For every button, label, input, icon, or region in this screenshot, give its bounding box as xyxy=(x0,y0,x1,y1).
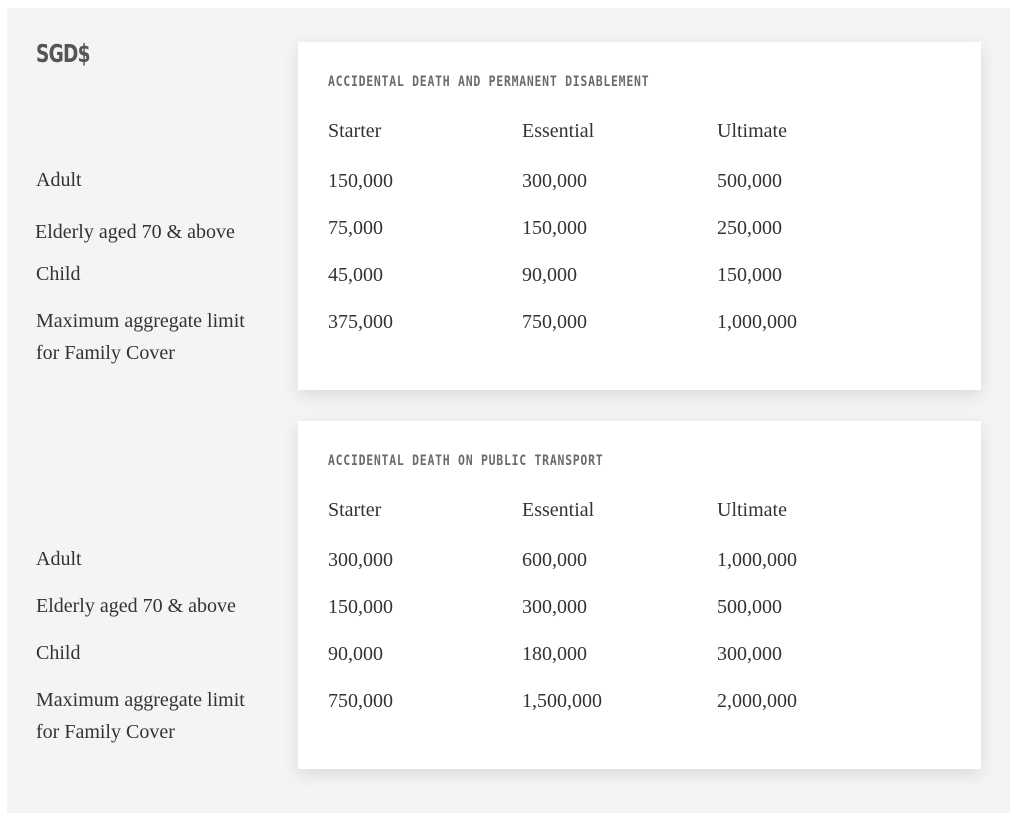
table-cell: 90,000 xyxy=(522,264,577,286)
row-label-child: Child xyxy=(36,642,81,664)
currency-label: SGD$ xyxy=(36,39,90,68)
table-cell: 1,500,000 xyxy=(522,690,602,712)
plan-header-ultimate: Ultimate xyxy=(717,120,787,142)
table-cell: 1,000,000 xyxy=(717,549,797,571)
table-cell: 500,000 xyxy=(717,596,782,618)
benefit-card-permanent-disablement xyxy=(298,42,981,390)
row-label-family-max: Maximum aggregate limit for Family Cover xyxy=(36,689,245,743)
table-cell: 300,000 xyxy=(717,643,782,665)
plan-header-starter: Starter xyxy=(328,499,382,521)
table-cell: 150,000 xyxy=(328,596,393,618)
table-cell: 2,000,000 xyxy=(717,690,797,712)
benefit-card-public-transport xyxy=(298,421,981,769)
plan-header-essential: Essential xyxy=(522,120,595,142)
row-label-elderly: Elderly aged 70 & above xyxy=(36,595,236,617)
card-title: ACCIDENTAL DEATH ON PUBLIC TRANSPORT xyxy=(328,453,604,469)
table-cell: 1,000,000 xyxy=(717,311,797,333)
table-cell: 500,000 xyxy=(717,170,782,192)
row-label-family-max: Maximum aggregate limit for Family Cover xyxy=(36,310,245,364)
table-cell: 180,000 xyxy=(522,643,587,665)
plan-header-essential: Essential xyxy=(522,499,595,521)
table-cell: 75,000 xyxy=(328,217,383,239)
row-label-child: Child xyxy=(36,263,81,285)
plan-header-starter: Starter xyxy=(328,120,382,142)
table-cell: 150,000 xyxy=(328,170,393,192)
benefits-table-panel xyxy=(7,8,1010,813)
table-cell: 300,000 xyxy=(328,549,393,571)
table-cell: 45,000 xyxy=(328,264,383,286)
table-cell: 150,000 xyxy=(522,217,587,239)
table-cell: 600,000 xyxy=(522,549,587,571)
table-cell: 250,000 xyxy=(717,217,782,239)
table-cell: 300,000 xyxy=(522,170,587,192)
table-cell: 750,000 xyxy=(328,690,393,712)
table-cell: 90,000 xyxy=(328,643,383,665)
card-title: ACCIDENTAL DEATH AND PERMANENT DISABLEMENT xyxy=(328,74,650,90)
row-label-adult: Adult xyxy=(36,169,82,191)
table-cell: 375,000 xyxy=(328,311,393,333)
table-cell: 750,000 xyxy=(522,311,587,333)
table-cell: 150,000 xyxy=(717,264,782,286)
plan-header-ultimate: Ultimate xyxy=(717,499,787,521)
table-cell: 300,000 xyxy=(522,596,587,618)
row-label-adult: Adult xyxy=(36,548,82,570)
row-label-elderly: Elderly aged 70 & above xyxy=(35,221,235,243)
